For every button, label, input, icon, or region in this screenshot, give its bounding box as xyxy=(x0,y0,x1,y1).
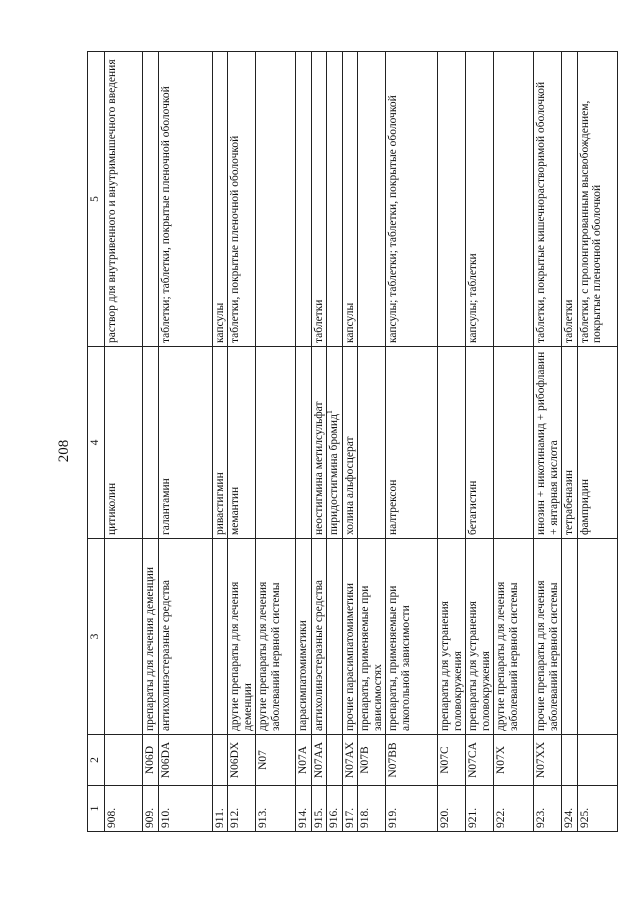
table-row xyxy=(212,52,228,832)
drug-name-cell xyxy=(577,347,617,539)
atx-code-cell xyxy=(342,735,358,786)
row-number-text: 913. xyxy=(257,807,269,828)
dosage-form-cell xyxy=(342,52,358,347)
table-row xyxy=(534,52,562,832)
row-number-text: 910. xyxy=(159,807,172,828)
row-number-text: 915. xyxy=(312,807,325,828)
row-number-text: 914. xyxy=(297,807,309,828)
row-number-cell xyxy=(228,786,256,832)
drug-name-text: бетагистин xyxy=(467,480,479,535)
table-row xyxy=(158,52,212,832)
row-number-text: 924. xyxy=(563,807,575,828)
drug-name-cell xyxy=(494,347,534,539)
dosage-form-cell xyxy=(466,52,494,347)
table-row xyxy=(228,52,256,832)
footnote-marker: 1 xyxy=(325,410,335,415)
group-name-cell xyxy=(577,539,617,735)
drug-name-cell xyxy=(212,347,228,539)
row-number-cell xyxy=(327,786,343,832)
column-header: 4 xyxy=(88,347,105,539)
group-name-cell xyxy=(438,539,466,735)
row-number-cell xyxy=(105,786,143,832)
drug-name-cell xyxy=(386,347,438,539)
atx-code-cell xyxy=(577,735,617,786)
row-number-text: 918. xyxy=(359,807,371,828)
dosage-form-text: таблетки, покрытые пленочной оболочкой xyxy=(229,135,241,343)
drug-name-text: фампридин xyxy=(578,478,591,535)
row-number-text: 923. xyxy=(535,807,547,828)
atx-code-text: N07XX xyxy=(535,741,547,779)
dosage-form-text: капсулы xyxy=(343,302,356,343)
group-name-cell xyxy=(228,539,256,735)
atx-code-cell xyxy=(311,735,327,786)
group-name-cell xyxy=(562,539,578,735)
atx-code-cell xyxy=(228,735,256,786)
group-name-text: препараты для устранения головокружения xyxy=(467,601,492,731)
table-row xyxy=(386,52,438,832)
drug-name-cell xyxy=(438,347,466,539)
table-row xyxy=(438,52,466,832)
row-number-cell xyxy=(577,786,617,832)
drug-name-cell xyxy=(562,347,578,539)
atx-code-text: N07C xyxy=(439,746,451,774)
dosage-form-cell xyxy=(562,52,578,347)
dosage-form-text: таблетки xyxy=(312,299,325,343)
column-header: 1 xyxy=(88,786,105,832)
table-row xyxy=(494,52,534,832)
table-row xyxy=(105,52,143,832)
dosage-form-cell xyxy=(577,52,617,347)
table-row xyxy=(256,52,296,832)
atx-code-text: N07AA xyxy=(312,741,325,779)
row-number-text: 917. xyxy=(343,807,356,828)
dosage-form-text: таблетки xyxy=(563,299,575,343)
atx-code-cell xyxy=(143,735,159,786)
dosage-form-cell xyxy=(534,52,562,347)
dosage-form-cell xyxy=(494,52,534,347)
dosage-form-text: таблетки, с пролонгированным высвобождением, покрытые пленочной оболочкой xyxy=(578,100,603,343)
group-name-text: антихолинэстеразные средства xyxy=(159,580,172,731)
row-number-text: 925. xyxy=(578,807,591,828)
row-number-cell xyxy=(438,786,466,832)
row-number-text: 921. xyxy=(467,807,479,828)
dosage-form-text: капсулы xyxy=(213,302,226,343)
atx-code-text: N07AX xyxy=(343,741,356,779)
group-name-cell xyxy=(358,539,386,735)
column-header: 5 xyxy=(88,52,105,347)
row-number-cell xyxy=(143,786,159,832)
atx-code-cell xyxy=(386,735,438,786)
drug-name-text: галантамин xyxy=(159,478,172,535)
column-header-row xyxy=(88,52,105,832)
drug-name-cell xyxy=(358,347,386,539)
group-name-cell xyxy=(296,539,312,735)
drug-name-cell xyxy=(342,347,358,539)
dosage-form-cell xyxy=(143,52,159,347)
row-number-text: 922. xyxy=(495,807,507,828)
drug-name-cell xyxy=(256,347,296,539)
group-name-text: прочие препараты для лечения заболеваний нервной системы xyxy=(535,580,560,731)
atx-code-text: N07X xyxy=(495,745,507,775)
dosage-form-cell xyxy=(212,52,228,347)
group-name-cell xyxy=(311,539,327,735)
drug-name-cell xyxy=(228,347,256,539)
atx-code-text: N06D xyxy=(144,745,156,775)
dosage-form-text: раствор для внутривенного и внутримышечного введения xyxy=(106,59,118,343)
table-row xyxy=(466,52,494,832)
atx-code-text: N07CA xyxy=(467,742,479,778)
row-number-cell xyxy=(296,786,312,832)
atx-code-cell xyxy=(105,735,143,786)
atx-code-cell xyxy=(438,735,466,786)
dosage-form-text: капсулы; таблетки; таблетки, покрытые оболочкой xyxy=(387,95,399,343)
row-number-cell xyxy=(311,786,327,832)
row-number-cell xyxy=(256,786,296,832)
dosage-form-cell xyxy=(358,52,386,347)
group-name-text: антихолинэстеразные средства xyxy=(312,580,325,731)
group-name-text: другие препараты для лечения деменции xyxy=(229,581,254,731)
row-number-text: 920. xyxy=(439,807,451,828)
row-number-cell xyxy=(212,786,228,832)
row-number-text: 919. xyxy=(387,807,399,828)
row-number-cell xyxy=(342,786,358,832)
row-number-text: 912. xyxy=(229,807,241,828)
atx-code-cell xyxy=(212,735,228,786)
atx-code-text: N07B xyxy=(359,746,371,774)
drug-name-text: налтрексон xyxy=(387,479,399,535)
column-header: 3 xyxy=(88,539,105,735)
group-name-text: прочие парасимпатомиметики xyxy=(343,582,356,731)
group-name-cell xyxy=(386,539,438,735)
table-row xyxy=(562,52,578,832)
drug-name-cell xyxy=(158,347,212,539)
dosage-form-text: капсулы; таблетки xyxy=(467,253,479,343)
atx-code-cell xyxy=(534,735,562,786)
group-name-text: другие препараты для лечения заболеваний нервной системы xyxy=(257,581,282,731)
dosage-form-cell xyxy=(158,52,212,347)
rotated-page-content xyxy=(87,52,603,832)
drug-name-cell xyxy=(466,347,494,539)
atx-code-text: N07 xyxy=(257,750,269,770)
atx-code-cell xyxy=(296,735,312,786)
dosage-form-cell xyxy=(296,52,312,347)
group-name-text: парасимпатомиметики xyxy=(297,620,309,731)
dosage-form-cell xyxy=(311,52,327,347)
table-row xyxy=(327,52,343,832)
group-name-cell xyxy=(466,539,494,735)
drug-name-cell xyxy=(311,347,327,539)
table-row xyxy=(358,52,386,832)
atx-code-cell xyxy=(562,735,578,786)
page-number: 208 xyxy=(56,439,72,463)
table-row xyxy=(143,52,159,832)
group-name-text: препараты для устранения головокружения xyxy=(439,601,464,731)
dosage-form-cell xyxy=(228,52,256,347)
drug-name-cell xyxy=(534,347,562,539)
drug-name-text: неостигмина метилсульфат xyxy=(312,401,325,535)
table-row xyxy=(342,52,358,832)
group-name-cell xyxy=(494,539,534,735)
atx-code-text: N07BB xyxy=(387,742,399,778)
atx-code-cell xyxy=(494,735,534,786)
row-number-text: 911. xyxy=(213,808,226,828)
dosage-form-text: таблетки, покрытые кишечнорастворимой оболочкой xyxy=(535,81,547,343)
atx-code-cell xyxy=(466,735,494,786)
group-name-cell xyxy=(342,539,358,735)
table-row xyxy=(577,52,617,832)
atx-code-text: N07A xyxy=(297,745,309,775)
dosage-form-cell xyxy=(105,52,143,347)
row-number-cell xyxy=(386,786,438,832)
group-name-text: другие препараты для лечения заболеваний нервной системы xyxy=(495,581,520,731)
atx-code-cell xyxy=(158,735,212,786)
dosage-form-cell xyxy=(256,52,296,347)
drug-name-text: тетрабеназин xyxy=(563,469,575,535)
row-number-text: 916. xyxy=(328,807,340,828)
group-name-cell xyxy=(534,539,562,735)
drug-name-text: пиридостигмина бромид xyxy=(328,414,340,535)
drug-list-table xyxy=(87,51,618,832)
row-number-text: 909. xyxy=(144,807,156,828)
atx-code-text: N06DX xyxy=(229,741,241,779)
group-name-cell xyxy=(158,539,212,735)
table-row xyxy=(296,52,312,832)
drug-name-cell xyxy=(296,347,312,539)
row-number-text: 908. xyxy=(106,807,118,828)
drug-name-cell xyxy=(105,347,143,539)
drug-name-cell xyxy=(327,347,343,539)
group-name-text: препараты для лечения деменции xyxy=(144,566,156,731)
column-header: 2 xyxy=(88,735,105,786)
group-name-text: препараты, применяемые при зависимостях xyxy=(359,585,384,731)
drug-name-text: холина альфосцерат xyxy=(343,436,356,535)
dosage-form-cell xyxy=(386,52,438,347)
dosage-form-cell xyxy=(438,52,466,347)
drug-name-text: цитиколин xyxy=(106,482,118,535)
drug-name-text: мемантин xyxy=(229,486,241,535)
row-number-cell xyxy=(158,786,212,832)
table-row xyxy=(311,52,327,832)
atx-code-cell xyxy=(327,735,343,786)
group-name-cell xyxy=(256,539,296,735)
dosage-form-cell xyxy=(327,52,343,347)
row-number-cell xyxy=(534,786,562,832)
row-number-cell xyxy=(466,786,494,832)
group-name-cell xyxy=(105,539,143,735)
drug-name-cell xyxy=(143,347,159,539)
drug-name-text: инозин + никотинамид + рибофлавин + янтарная кислота xyxy=(535,351,560,535)
atx-code-text: N06DA xyxy=(159,741,172,779)
row-number-cell xyxy=(358,786,386,832)
drug-name-text: ривастигмин xyxy=(213,472,226,535)
row-number-cell xyxy=(494,786,534,832)
group-name-cell xyxy=(327,539,343,735)
dosage-form-text: таблетки; таблетки, покрытые пленочной оболочкой xyxy=(159,86,172,343)
row-number-cell xyxy=(562,786,578,832)
atx-code-cell xyxy=(358,735,386,786)
group-name-text: препараты, применяемые при алкогольной зависимости xyxy=(387,585,412,731)
atx-code-cell xyxy=(256,735,296,786)
group-name-cell xyxy=(212,539,228,735)
group-name-cell xyxy=(143,539,159,735)
